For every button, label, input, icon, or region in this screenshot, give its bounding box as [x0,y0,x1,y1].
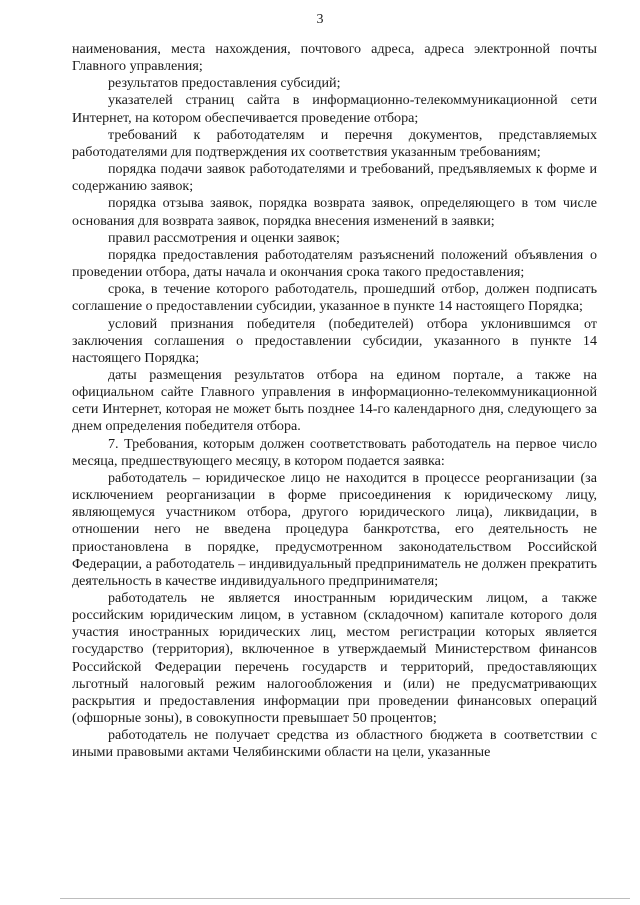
paragraph: правил рассмотрения и оценки заявок; [108,229,340,246]
paragraph: работодатель – юридическое лицо не находится в процессе реорганизации (за исключением реорганизации в форме присоединения к юридическому лицу, являющемуся участником отбора, другого юридического лица), ликвидации, в отношении него не введена процедура банкротства, его деятельность не приостановлена в порядке, предусмотренном законодательством Российской Федерации, а работодатель – индивидуальный предприниматель не должен прекратить деятельность в качестве индивидуального предпринимателя; [72,469,597,589]
paragraph: даты размещения результатов отбора на едином портале, а также на официальном сайте Главного управления в информационно-телекоммуникационной сети Интернет, которая не может быть позднее 14-го календарного дня, следующего за днем определения победителя отбора. [72,366,597,435]
document-body [72,41,597,762]
scan-edge-line [60,898,630,899]
page-number: 3 [316,12,324,27]
paragraph: наименования, места нахождения, почтового адреса, адреса электронной почты Главного управления; [72,41,597,75]
paragraph: порядка отзыва заявок, порядка возврата заявок, определяющего в том числе основания для возврата заявок, порядка внесения изменений в заявки; [72,195,597,229]
paragraph: результатов предоставления субсидий; [108,75,341,92]
paragraph: порядка предоставления работодателям разъяснений положений объявления о проведении отбора, даты начала и окончания срока такого предоставления; [72,246,597,281]
paragraph: работодатель не является иностранным юридическим лицом, а также российским юридическим лицом, в уставном (складочном) капитале которого доля участия иностранных юридических лиц, местом регистрации которых является государство (территория), включенное в утверждаемый Министерством финансов Российской Федерации перечень государств и территорий, предоставляющих льготный налоговый режим налогообложения и (или) не предусматривающих раскрытия и предоставления информации при проведении финансовых операций (офшорные зоны), в совокупности превышает 50 процентов; [72,590,597,727]
paragraph: указателей страниц сайта в информационно-телекоммуникационной сети Интернет, на котором обеспечивается проведение отбора; [72,92,597,126]
paragraph: срока, в течение которого работодатель, прошедший отбор, должен подписать соглашение о предоставлении субсидии, указанное в пункте 14 настоящего Порядка; [72,281,597,315]
section-paragraph: 7. Требования, которым должен соответствовать работодатель на первое число месяца, предшествующего месяцу, в котором подается заявка: [72,435,597,469]
paragraph: порядка подачи заявок работодателями и требований, предъявляемых к форме и содержанию заявок; [72,161,597,195]
paragraph: работодатель не получает средства из областного бюджета в соответствии с иными правовыми актами Челябинскими области на цели, указанные [72,727,597,761]
paragraph: условий признания победителя (победителей) отбора уклонившимся от заключения соглашения о предоставлении субсидии, указанного в пункте 14 настоящего Порядка; [72,315,597,366]
paragraph: требований к работодателям и перечня документов, представляемых работодателями для подтверждения их соответствия указанным требованиям; [72,126,597,160]
